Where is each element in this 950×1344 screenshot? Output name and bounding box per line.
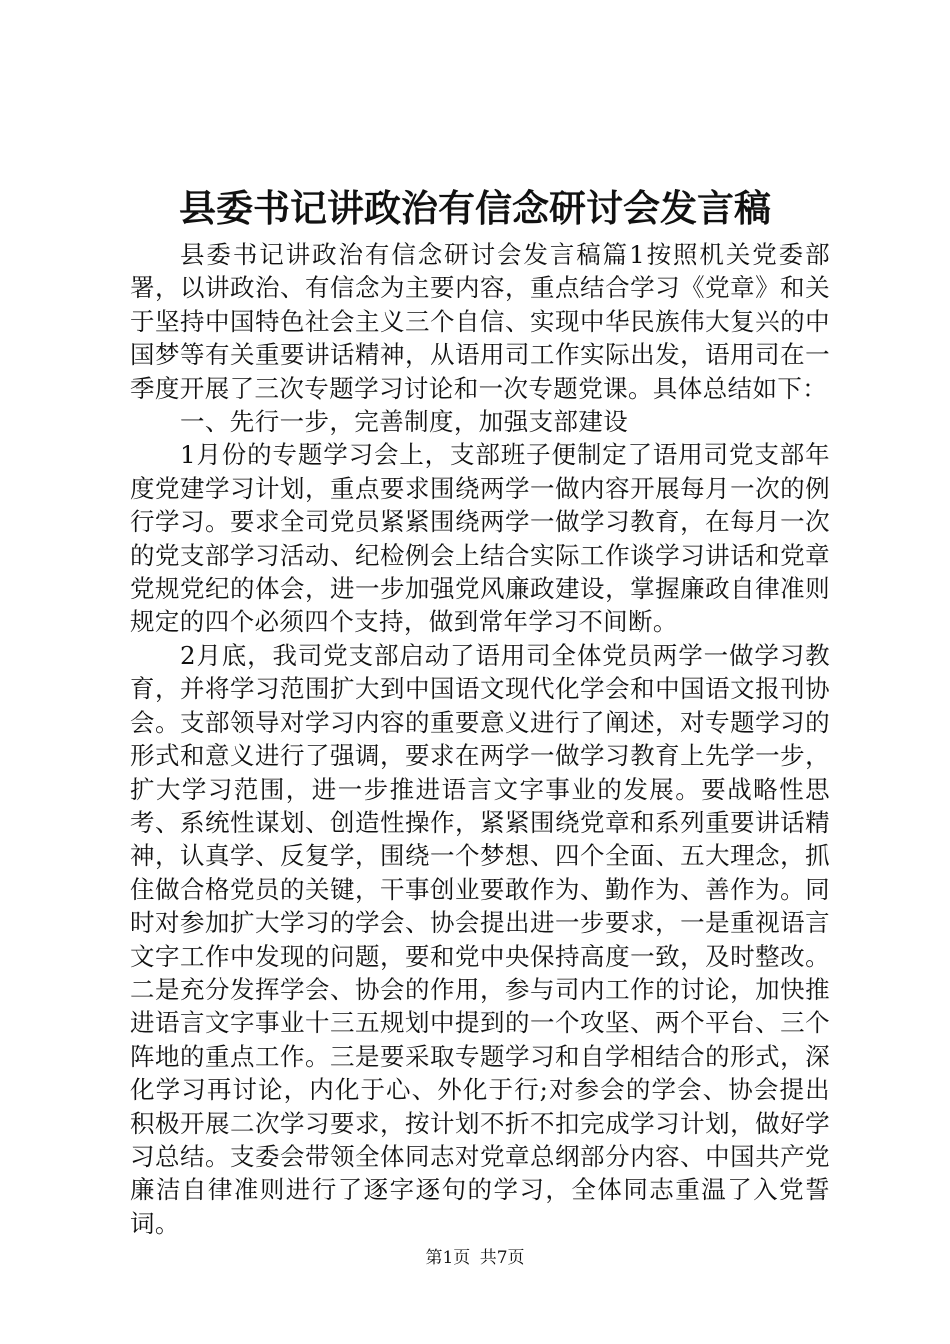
paragraph-intro: 县委书记讲政治有信念研讨会发言稿篇1按照机关党委部署，以讲政治、有信念为主要内容，重点结合学习《党章》和关于坚持中国特色社会主义三个自信、实现中华民族伟大复兴的中国梦等有关重要讲话精神，从语用司工作实际出发，语用司在一季度开展了三次专题学习讨论和一次专题党课。具体总结如下： xyxy=(130,240,830,403)
page-total: 共7页 xyxy=(479,1248,525,1268)
paragraph-february: 2月底，我司党支部启动了语用司全体党员两学一做学习教育，并将学习范围扩大到中国语文现代化学会和中国语文报刊协会。支部领导对学习内容的重要意义进行了阐述，对专题学习的形式和意义进行了强调，要求在两学一做学习教育上先学一步，扩大学习范围，进一步推进语言文字事业的发展。要战略性思考、系统性谋划、创造性操作，紧紧围绕党章和系列重要讲话精神，认真学、反复学，围绕一个梦想、四个全面、五大理念，抓住做合格党员的关键，干事创业要敢作为、勤作为、善作为。同时对参加扩大学习的学会、协会提出进一步要求，一是重视语言文字工作中发现的问题，要和党中央保持高度一致，及时整改。二是充分发挥学会、协会的作用，参与司内工作的讨论，加快推进语言文字事业十三五规划中提到的一个攻坚、两个平台、三个阵地的重点工作。三是要采取专题学习和自学相结合的形式，深化学习再讨论，内化于心、外化于行;对参会的学会、协会提出积极开展二次学习要求，按计划不折不扣完成学习计划，做好学习总结。支委会带领全体同志对党章总纲部分内容、中国共产党廉洁自律准则进行了逐字逐句的学习，全体同志重温了入党誓词。 xyxy=(130,640,830,1238)
document-body xyxy=(130,238,830,1240)
page-number: 第1页 xyxy=(425,1248,471,1268)
page-footer xyxy=(0,1247,950,1269)
document-title: 县委书记讲政治有信念研讨会发言稿 xyxy=(179,186,771,230)
section-heading: 一、先行一步，完善制度，加强支部建设 xyxy=(180,407,629,437)
paragraph-january: 1月份的专题学习会上，支部班子便制定了语用司党支部年度党建学习计划，重点要求围绕两学一做内容开展每月一次的例行学习。要求全司党员紧紧围绕两学一做学习教育，在每月一次的党支部学习活动、纪检例会上结合实际工作谈学习讲话和党章党规党纪的体会，进一步加强党风廉政建设，掌握廉政自律准则规定的四个必须四个支持，做到常年学习不间断。 xyxy=(130,440,830,637)
